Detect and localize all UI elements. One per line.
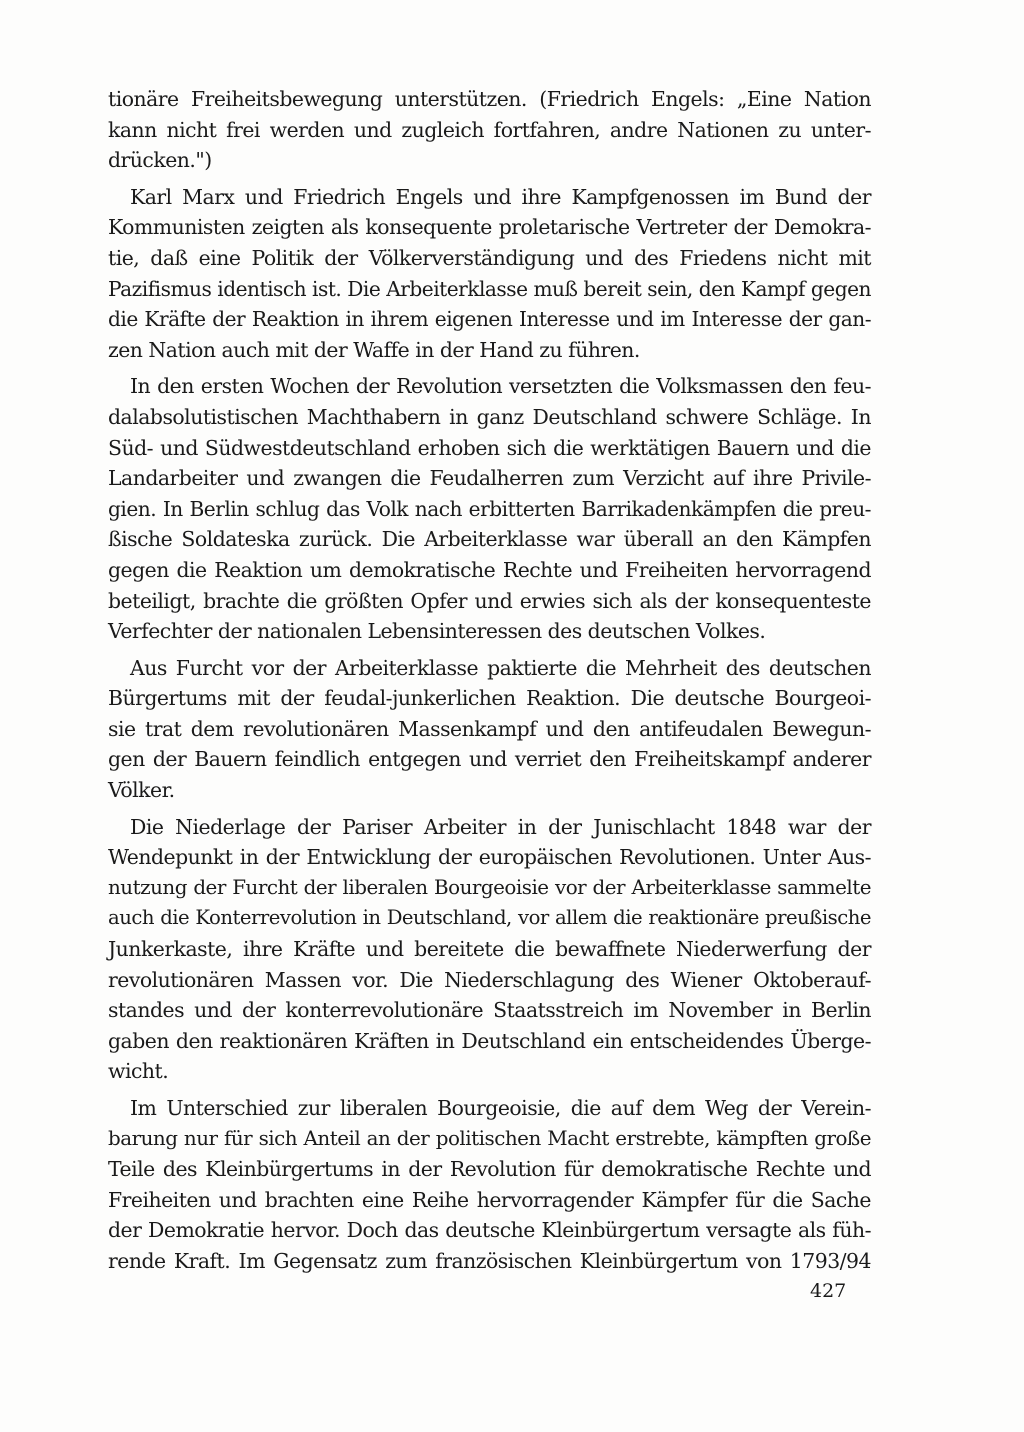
text-line: gien. In Berlin schlug das Volk nach erbitterten Barrikadenkämpfen die preu-: [108, 496, 871, 521]
text-line: In den ersten Wochen der Revolution versetzten die Volksmassen den feu-: [130, 374, 871, 399]
text-line: kann nicht frei werden und zugleich fortfahren, andre Nationen zu unter-: [108, 117, 871, 142]
paragraph: [108, 371, 871, 646]
text-line: Karl Marx und Friedrich Engels und ihre Kampfgenossen im Bund der: [130, 184, 871, 209]
text-line: Im Unterschied zur liberalen Bourgeoisie, die auf dem Weg der Verein-: [130, 1096, 871, 1120]
text-line: Landarbeiter und zwangen die Feudalherren zum Verzicht auf ihre Privile-: [108, 466, 871, 491]
text-line: dalabsolutistischen Machthabern in ganz Deutschland schwere Schläge. In: [108, 404, 871, 429]
text-line: der Demokratie hervor. Doch das deutsche Kleinbürgertum versagte als füh-: [108, 1218, 871, 1243]
text-line: Die Niederlage der Pariser Arbeiter in der Junischlacht 1848 war der: [130, 814, 871, 839]
text-line: auch die Konterrevolution in Deutschland, vor allem die reaktionäre preußische: [108, 906, 871, 930]
text-line: wicht.: [108, 1059, 169, 1084]
paragraph: [108, 1093, 871, 1277]
text-line: Völker.: [108, 778, 175, 803]
text-line: Bürgertums mit der feudal-junkerlichen Reaktion. Die deutsche Bourgeoi-: [108, 686, 871, 711]
page-number: 427: [810, 1280, 847, 1302]
text-line: gen der Bauern feindlich entgegen und verriet den Freiheitskampf anderer: [108, 747, 871, 772]
text-line: barung nur für sich Anteil an der politischen Macht erstrebte, kämpften große: [108, 1126, 871, 1150]
paragraph: [108, 812, 871, 1087]
paragraph: [108, 182, 871, 366]
text-line: Freiheiten und brachten eine Reihe hervorragender Kämpfer für die Sache: [108, 1187, 871, 1212]
text-line: tionäre Freiheitsbewegung unterstützen. (Friedrich Engels: „Eine Nation: [108, 87, 871, 111]
text-line: Verfechter der nationalen Lebensinteressen des deutschen Volkes.: [108, 619, 766, 644]
text-line: revolutionären Massen vor. Die Niederschlagung des Wiener Oktoberauf-: [108, 967, 871, 992]
text-line: Wendepunkt in der Entwicklung der europäischen Revolutionen. Unter Aus-: [108, 845, 871, 870]
text-line: gaben den reaktionären Kräften in Deutschland ein entscheidendes Überge-: [108, 1028, 871, 1053]
text-line: Junkerkaste, ihre Kräfte und bereitete die bewaffnete Niederwerfung der: [108, 937, 871, 962]
text-line: drücken."): [108, 148, 212, 173]
text-line: gegen die Reaktion um demokratische Rechte und Freiheiten hervorragend: [108, 557, 871, 582]
text-line: tie, daß eine Politik der Völkerverständigung und des Friedens nicht mit: [108, 245, 871, 270]
text-line: ßische Soldateska zurück. Die Arbeiterklasse war überall an den Kämpfen: [108, 527, 871, 552]
text-line: beteiligt, brachte die größten Opfer und erwies sich als der konsequenteste: [108, 588, 871, 613]
text-line: Pazifismus identisch ist. Die Arbeiterklasse muß bereit sein, den Kampf gegen: [108, 276, 871, 301]
text-line: Süd- und Südwestdeutschland erhoben sich die werktätigen Bauern und die: [108, 435, 871, 460]
text-line: rende Kraft. Im Gegensatz zum französischen Kleinbürgertum von 1793/94: [108, 1248, 871, 1273]
text-line: Aus Furcht vor der Arbeiterklasse paktierte die Mehrheit des deutschen: [130, 655, 871, 680]
text-line: die Kräfte der Reaktion in ihrem eigenen Interesse und im Interesse der gan-: [108, 307, 871, 332]
text-line: Kommunisten zeigten als konsequente proletarische Vertreter der Demokra-: [108, 215, 871, 240]
paragraph: [108, 84, 871, 176]
paragraph: [108, 653, 871, 806]
text-line: zen Nation auch mit der Waffe in der Hand zu führen.: [108, 337, 640, 362]
text-line: nutzung der Furcht der liberalen Bourgeoisie vor der Arbeiterklasse sammelte: [108, 875, 871, 899]
text-line: Teile des Kleinbürgertums in der Revolution für demokratische Rechte und: [108, 1157, 871, 1182]
body-text: [108, 84, 871, 1277]
text-line: standes und der konterrevolutionäre Staatsstreich im November in Berlin: [108, 998, 871, 1023]
text-line: sie trat dem revolutionären Massenkampf und den antifeudalen Bewegun-: [108, 716, 871, 741]
